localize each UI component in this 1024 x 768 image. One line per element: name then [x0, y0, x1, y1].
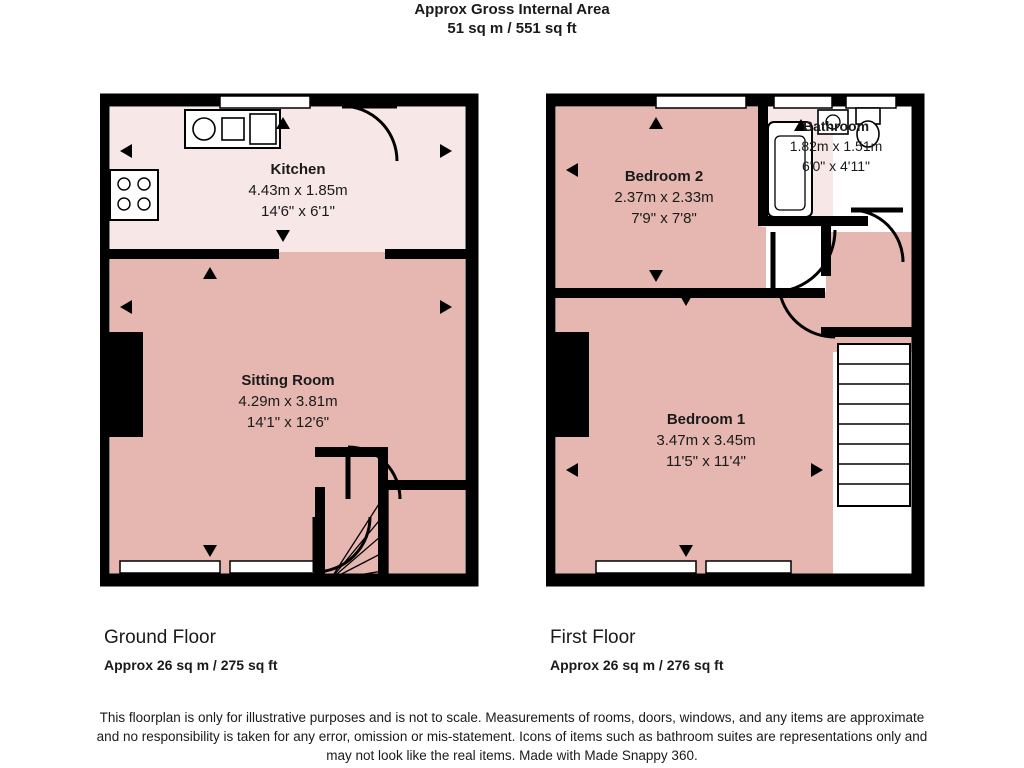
kitchen-sink-unit: [185, 110, 280, 148]
bathroom-name: Bathroom: [802, 118, 870, 134]
bathroom-dim-metric: 1.82m x 1.51m: [789, 138, 883, 154]
window-landing-top: [846, 96, 896, 108]
kitchen-name: Kitchen: [270, 161, 326, 178]
first-floor-caption: [550, 626, 724, 676]
bedroom1-dim-imperial: 11'5" x 11'4": [665, 453, 747, 470]
disclaimer-line-2: and no responsibility is taken for any error, omission or mis-statement. Icons of items such as bathroom suites are representations only and: [96, 729, 928, 744]
kitchen-partition-wall-right: [385, 249, 467, 259]
sitting-room-dim-imperial: 14'1" x 12'6": [246, 414, 330, 431]
ground-floor-caption: [104, 626, 278, 676]
window-bedroom1-bottom-left: [596, 561, 696, 573]
stair-wall-vertical: [378, 447, 388, 580]
first-floor-name: First Floor: [550, 627, 636, 648]
bedroom2-dim-imperial: 7'9" x 7'8": [631, 210, 697, 227]
disclaimer-line-1: This floorplan is only for illustrative purposes and is not to scale. Measurements of rooms, doors, windows, and any items are approximate: [99, 710, 925, 725]
sitting-room-label: [168, 371, 408, 433]
chimney-breast-first: [549, 332, 589, 437]
bathroom-label: [716, 116, 956, 176]
gross-internal-area-title: Approx Gross Internal Area: [414, 1, 610, 18]
gross-internal-area-value: 51 sq m / 551 sq ft: [447, 20, 577, 37]
disclaimer-line-3: may not look like the real items. Made with Made Snappy 360.: [326, 748, 698, 763]
bedroom2-dim-metric: 2.37m x 2.33m: [614, 189, 714, 206]
kitchen-dim-imperial: 14'6" x 6'1": [261, 203, 335, 220]
ground-floor-area: Approx 26 sq m / 275 sq ft: [104, 657, 278, 673]
landing-wall-bottom: [821, 327, 913, 337]
sitting-room-name: Sitting Room: [241, 372, 335, 389]
chimney-breast: [103, 332, 143, 437]
staircase-first: [838, 344, 910, 506]
ground-floor-name: Ground Floor: [104, 627, 216, 648]
disclaimer: [0, 708, 1024, 765]
sitting-room-dim-metric: 4.29m x 3.81m: [238, 393, 338, 410]
bedroom1-label: [586, 410, 826, 472]
window-bedroom1-bottom-right: [706, 561, 791, 573]
bedroom1-name: Bedroom 1: [666, 411, 746, 428]
window-kitchen-top: [220, 96, 310, 108]
kitchen-hob-unit: [110, 170, 158, 220]
kitchen-partition-wall-left: [109, 249, 279, 259]
plan-header: [0, 0, 1024, 38]
bathroom-dim-imperial: 6'0" x 4'11": [802, 158, 870, 174]
window-sitting-bottom-left: [120, 561, 220, 573]
kitchen-label: [178, 160, 418, 222]
window-bathroom-top: [774, 96, 832, 108]
bedroom2-name: Bedroom 2: [624, 168, 704, 185]
kitchen-dim-metric: 4.43m x 1.85m: [248, 182, 348, 199]
bedroom2-label: [544, 167, 784, 229]
bedroom1-dim-metric: 3.47m x 3.45m: [656, 432, 756, 449]
window-bedroom2-top: [656, 96, 746, 108]
window-sitting-bottom-right: [230, 561, 315, 573]
first-floor-area: Approx 26 sq m / 276 sq ft: [550, 657, 724, 673]
